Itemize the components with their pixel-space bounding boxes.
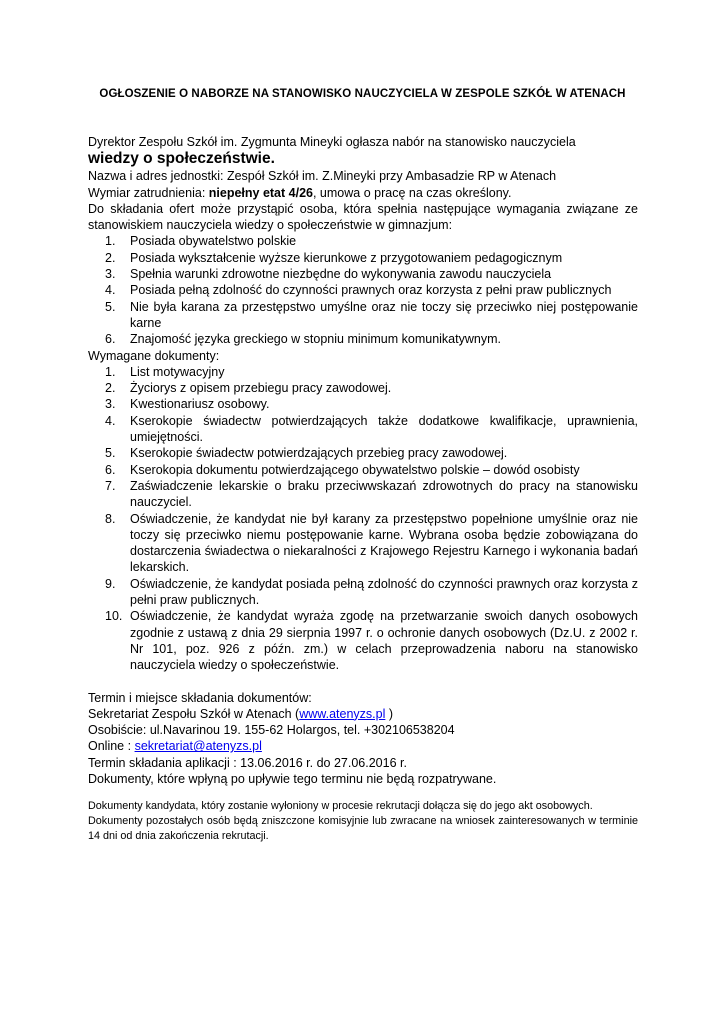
list-text: Znajomość języka greckiego w stopniu minimum komunikatywnym.: [130, 332, 501, 347]
list-text: Oświadczenie, że kandydat posiada pełną zdolność do czynności prawnych oraz korzysta z pełni praw publicznych.: [130, 576, 638, 608]
list-number: 6.: [105, 462, 116, 477]
online-line: [88, 738, 638, 754]
list-text: Posiada wykształcenie wyższe kierunkowe z przygotowaniem pedagogicznym: [130, 250, 563, 265]
requirements-list: [88, 233, 638, 347]
list-item: [88, 380, 638, 396]
list-item: [88, 608, 638, 673]
requirements-intro: Do składania ofert może przystąpić osoba, która spełnia następujące wymagania związane ze stanowiskiem nauczyciela wiedzy o społeczeństwie w gimnazjum:: [88, 201, 638, 233]
list-text: Nie była karana za przestępstwo umyślne oraz nie toczy się przeciwko niej postępowanie karne: [130, 299, 638, 330]
submission-heading: Termin i miejsce składania dokumentów:: [88, 690, 312, 705]
list-text: List motywacyjny: [130, 364, 225, 379]
employment-bold: niepełny etat 4/26: [208, 185, 313, 200]
footer-line-2: Dokumenty pozostałych osób będą zniszczone komisyjnie lub zwracane na wniosek zainteresowanych w terminie 14 dni od dnia zakończenia rekrutacji.: [88, 815, 638, 843]
deadline-line: Termin składania aplikacji : 13.06.2016 r. do 27.06.2016 r.: [88, 755, 407, 770]
spacer: [88, 674, 638, 690]
list-text: Zaświadczenie lekarskie o braku przeciwwskazań zdrowotnych do pracy na stanowisku nauczyciel.: [130, 478, 638, 510]
list-number: 10.: [105, 609, 123, 624]
list-number: 5.: [105, 446, 116, 461]
list-item: [88, 478, 638, 511]
list-item: [88, 445, 638, 461]
list-text: Kwestionariusz osobowy.: [130, 397, 270, 412]
list-number: 2.: [105, 381, 116, 396]
list-number: 6.: [105, 332, 116, 347]
list-item: [88, 396, 638, 412]
list-number: 2.: [105, 250, 116, 265]
list-text: Kserokopia dokumentu potwierdzającego obywatelstwo polskie – dowód osobisty: [130, 462, 580, 477]
subject: wiedzy o społeczeństwie: [88, 150, 271, 168]
list-number: 3.: [105, 397, 116, 412]
website-link[interactable]: www.atenyzs.pl: [299, 706, 386, 721]
list-number: 1.: [105, 364, 116, 379]
online-prefix: Online :: [88, 739, 135, 754]
list-item: [88, 413, 638, 446]
list-number: 3.: [105, 267, 116, 282]
list-text: Kserokopie świadectw potwierdzających przebieg pracy zawodowej.: [130, 446, 508, 461]
list-item: [88, 511, 638, 576]
secretariat-prefix: Sekretariat Zespołu Szkół w Atenach (: [88, 706, 300, 721]
list-text: Życiorys z opisem przebiegu pracy zawodowej.: [130, 381, 392, 396]
list-text: Oświadczenie, że kandydat nie był karany za przestępstwo popełnione umyślnie oraz nie toczy się przeciwko niemu postępowanie karne. Wybrana osoba będzie zobowiązana do dostarczenia świadectwa o niekaralności z Krajowego Rejestru Karnego i wykonania badań lekarskich.: [130, 511, 638, 575]
footer-notes: [88, 799, 638, 844]
list-number: 4.: [105, 283, 116, 298]
list-text: Spełnia warunki zdrowotne niezbędne do wykonywania zawodu nauczyciela: [130, 267, 552, 282]
list-item: [88, 282, 638, 298]
list-item: [88, 331, 638, 347]
subject-line: [88, 150, 638, 168]
list-number: 9.: [105, 576, 116, 591]
secretariat-suffix: ): [385, 706, 394, 721]
list-item: [88, 250, 638, 266]
documents-heading: Wymagane dokumenty:: [88, 348, 220, 363]
unit-line: Nazwa i adres jednostki: Zespół Szkół im. Z.Mineyki przy Ambasadzie RP w Atenach: [88, 169, 557, 184]
list-item: [88, 299, 638, 332]
subject-suffix: .: [270, 150, 275, 168]
list-number: 7.: [105, 478, 116, 493]
list-item: [88, 462, 638, 478]
list-item: [88, 364, 638, 380]
documents-list: [88, 364, 638, 674]
list-item: [88, 266, 638, 282]
late-note: Dokumenty, które wpłyną po upływie tego terminu nie będą rozpatrywane.: [88, 771, 497, 786]
list-number: 4.: [105, 413, 116, 428]
in-person-line: Osobiście: ul.Navarinou 19. 155-62 Holargos, tel. +302106538204: [88, 723, 455, 738]
list-item: [88, 576, 638, 609]
list-text: Posiada obywatelstwo polskie: [130, 234, 297, 249]
list-text: Posiada pełną zdolność do czynności prawnych oraz korzysta z pełni praw publicznych: [130, 283, 612, 298]
intro-line: Dyrektor Zespołu Szkół im. Zygmunta Mineyki ogłasza nabór na stanowisko nauczyciela: [88, 135, 576, 149]
list-item: [88, 233, 638, 249]
list-text: Oświadczenie, że kandydat wyraża zgodę na przetwarzanie swoich danych osobowych zgodnie z ustawą z dnia 29 sierpnia 1997 r. o ochronie danych osobowych (Dz.U. z 2002 r. Nr 101, poz. 926 z późn. zm.) w celach przeprowadzenia naboru na stanowisko nauczyciela wiedzy o społeczeństwie.: [130, 609, 638, 673]
list-number: 1.: [105, 234, 116, 249]
list-text: Kserokopie świadectw potwierdzających także dodatkowe kwalifikacje, uprawnienia, umiejętności.: [130, 413, 638, 445]
employment-prefix: Wymiar zatrudnienia:: [88, 185, 209, 200]
employment-suffix: , umowa o pracę na czas określony.: [312, 185, 512, 200]
secretariat-line: [88, 706, 638, 722]
footer-line-1: Dokumenty kandydata, który zostanie wyłoniony w procesie rekrutacji dołącza się do jego akt osobowych.: [88, 800, 593, 813]
employment-line: [88, 185, 638, 201]
page-title: OGŁOSZENIE O NABORZE NA STANOWISKO NAUCZYCIELA W ZESPOLE SZKÓŁ W ATENACH: [99, 88, 626, 100]
email-link[interactable]: sekretariat@atenyzs.pl: [134, 739, 262, 754]
document-body: [88, 134, 638, 844]
list-number: 5.: [105, 299, 116, 314]
list-number: 8.: [105, 511, 116, 526]
